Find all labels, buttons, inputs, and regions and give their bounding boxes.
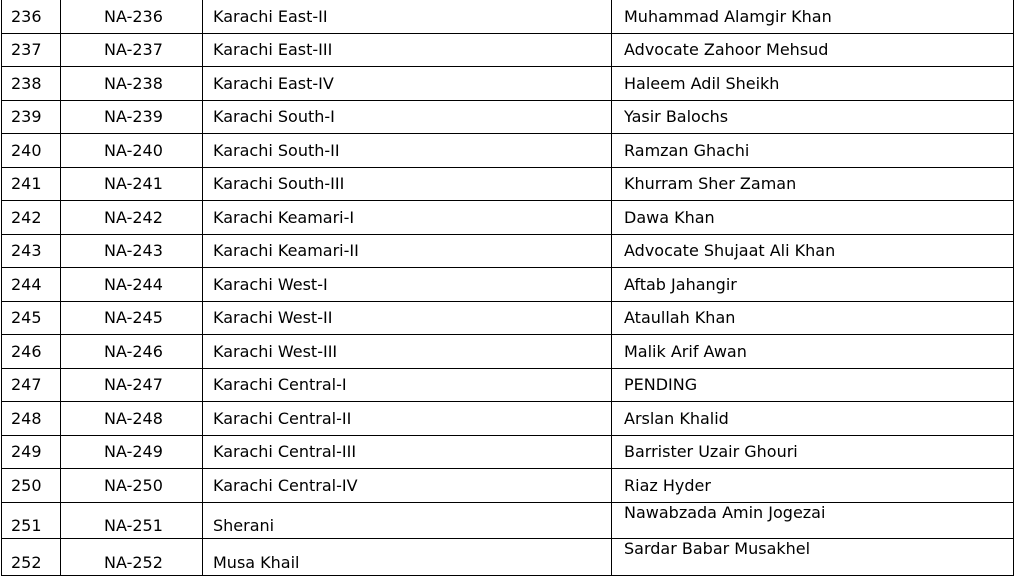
candidate-name-cell: Ataullah Khan [612, 301, 1014, 335]
table-row [2, 201, 1014, 235]
candidate-name-cell: Advocate Zahoor Mehsud [612, 33, 1014, 67]
candidate-name-cell: Yasir Balochs [612, 100, 1014, 134]
candidate-name-cell: PENDING [612, 368, 1014, 402]
constituency-code-cell: NA-242 [61, 201, 203, 235]
serial-number-cell: 237 [2, 33, 61, 67]
constituency-name-cell: Karachi East-II [203, 0, 612, 33]
serial-number-cell: 244 [2, 268, 61, 302]
serial-number-cell: 249 [2, 435, 61, 469]
constituency-code-cell: NA-240 [61, 134, 203, 168]
candidate-name-cell: Ramzan Ghachi [612, 134, 1014, 168]
constituency-name-cell: Karachi Central-II [203, 402, 612, 436]
serial-number-cell: 248 [2, 402, 61, 436]
serial-number-cell: 250 [2, 469, 61, 503]
table-row [2, 301, 1014, 335]
candidate-name-cell: Dawa Khan [612, 201, 1014, 235]
constituency-name-cell: Sherani [203, 502, 612, 539]
candidate-name-cell: Khurram Sher Zaman [612, 167, 1014, 201]
constituency-name-cell: Karachi Keamari-I [203, 201, 612, 235]
constituency-code-cell: NA-249 [61, 435, 203, 469]
serial-number-cell: 251 [2, 502, 61, 539]
constituency-code-cell: NA-243 [61, 234, 203, 268]
serial-number-cell: 242 [2, 201, 61, 235]
constituency-name-cell: Karachi Keamari-II [203, 234, 612, 268]
serial-number-cell: 243 [2, 234, 61, 268]
constituency-name-cell: Musa Khail [203, 539, 612, 576]
constituency-code-cell: NA-236 [61, 0, 203, 33]
constituency-code-cell: NA-246 [61, 335, 203, 369]
table-row [2, 335, 1014, 369]
constituency-name-cell: Karachi South-I [203, 100, 612, 134]
constituency-code-cell: NA-241 [61, 167, 203, 201]
candidates-table [1, 0, 1014, 576]
table-row [2, 0, 1014, 33]
table-row [2, 469, 1014, 503]
constituency-code-cell: NA-247 [61, 368, 203, 402]
constituency-code-cell: NA-237 [61, 33, 203, 67]
table-row [2, 435, 1014, 469]
serial-number-cell: 239 [2, 100, 61, 134]
constituency-name-cell: Karachi Central-III [203, 435, 612, 469]
serial-number-cell: 246 [2, 335, 61, 369]
serial-number-cell: 236 [2, 0, 61, 33]
constituency-name-cell: Karachi East-IV [203, 67, 612, 101]
constituency-code-cell: NA-238 [61, 67, 203, 101]
constituency-code-cell: NA-250 [61, 469, 203, 503]
constituency-name-cell: Karachi Central-I [203, 368, 612, 402]
candidate-name-cell: Muhammad Alamgir Khan [612, 0, 1014, 33]
table-row [2, 33, 1014, 67]
table-row [2, 134, 1014, 168]
serial-number-cell: 238 [2, 67, 61, 101]
constituency-code-cell: NA-239 [61, 100, 203, 134]
candidate-name-cell: Arslan Khalid [612, 402, 1014, 436]
serial-number-cell: 241 [2, 167, 61, 201]
table-row [2, 368, 1014, 402]
constituency-name-cell: Karachi South-III [203, 167, 612, 201]
candidate-name-cell: Malik Arif Awan [612, 335, 1014, 369]
constituency-code-cell: NA-248 [61, 402, 203, 436]
table-row [2, 100, 1014, 134]
serial-number-cell: 240 [2, 134, 61, 168]
table-row [2, 268, 1014, 302]
constituency-name-cell: Karachi West-II [203, 301, 612, 335]
candidate-name-cell: Advocate Shujaat Ali Khan [612, 234, 1014, 268]
candidate-name-cell: Riaz Hyder [612, 469, 1014, 503]
serial-number-cell: 245 [2, 301, 61, 335]
table-row [2, 502, 1014, 539]
table-body [2, 0, 1014, 575]
candidate-name-cell: Aftab Jahangir [612, 268, 1014, 302]
table-row [2, 539, 1014, 576]
table-row [2, 402, 1014, 436]
constituency-code-cell: NA-244 [61, 268, 203, 302]
candidate-name-cell: Barrister Uzair Ghouri [612, 435, 1014, 469]
serial-number-cell: 252 [2, 539, 61, 576]
constituency-code-cell: NA-245 [61, 301, 203, 335]
constituency-name-cell: Karachi South-II [203, 134, 612, 168]
serial-number-cell: 247 [2, 368, 61, 402]
constituency-name-cell: Karachi West-III [203, 335, 612, 369]
constituency-code-cell: NA-251 [61, 502, 203, 539]
table-row [2, 167, 1014, 201]
table-row [2, 234, 1014, 268]
constituency-name-cell: Karachi West-I [203, 268, 612, 302]
constituency-name-cell: Karachi East-III [203, 33, 612, 67]
constituency-name-cell: Karachi Central-IV [203, 469, 612, 503]
candidate-name-cell: Nawabzada Amin Jogezai [612, 502, 1014, 539]
table-row [2, 67, 1014, 101]
candidate-name-cell: Haleem Adil Sheikh [612, 67, 1014, 101]
candidate-name-cell: Sardar Babar Musakhel [612, 539, 1014, 576]
constituency-code-cell: NA-252 [61, 539, 203, 576]
